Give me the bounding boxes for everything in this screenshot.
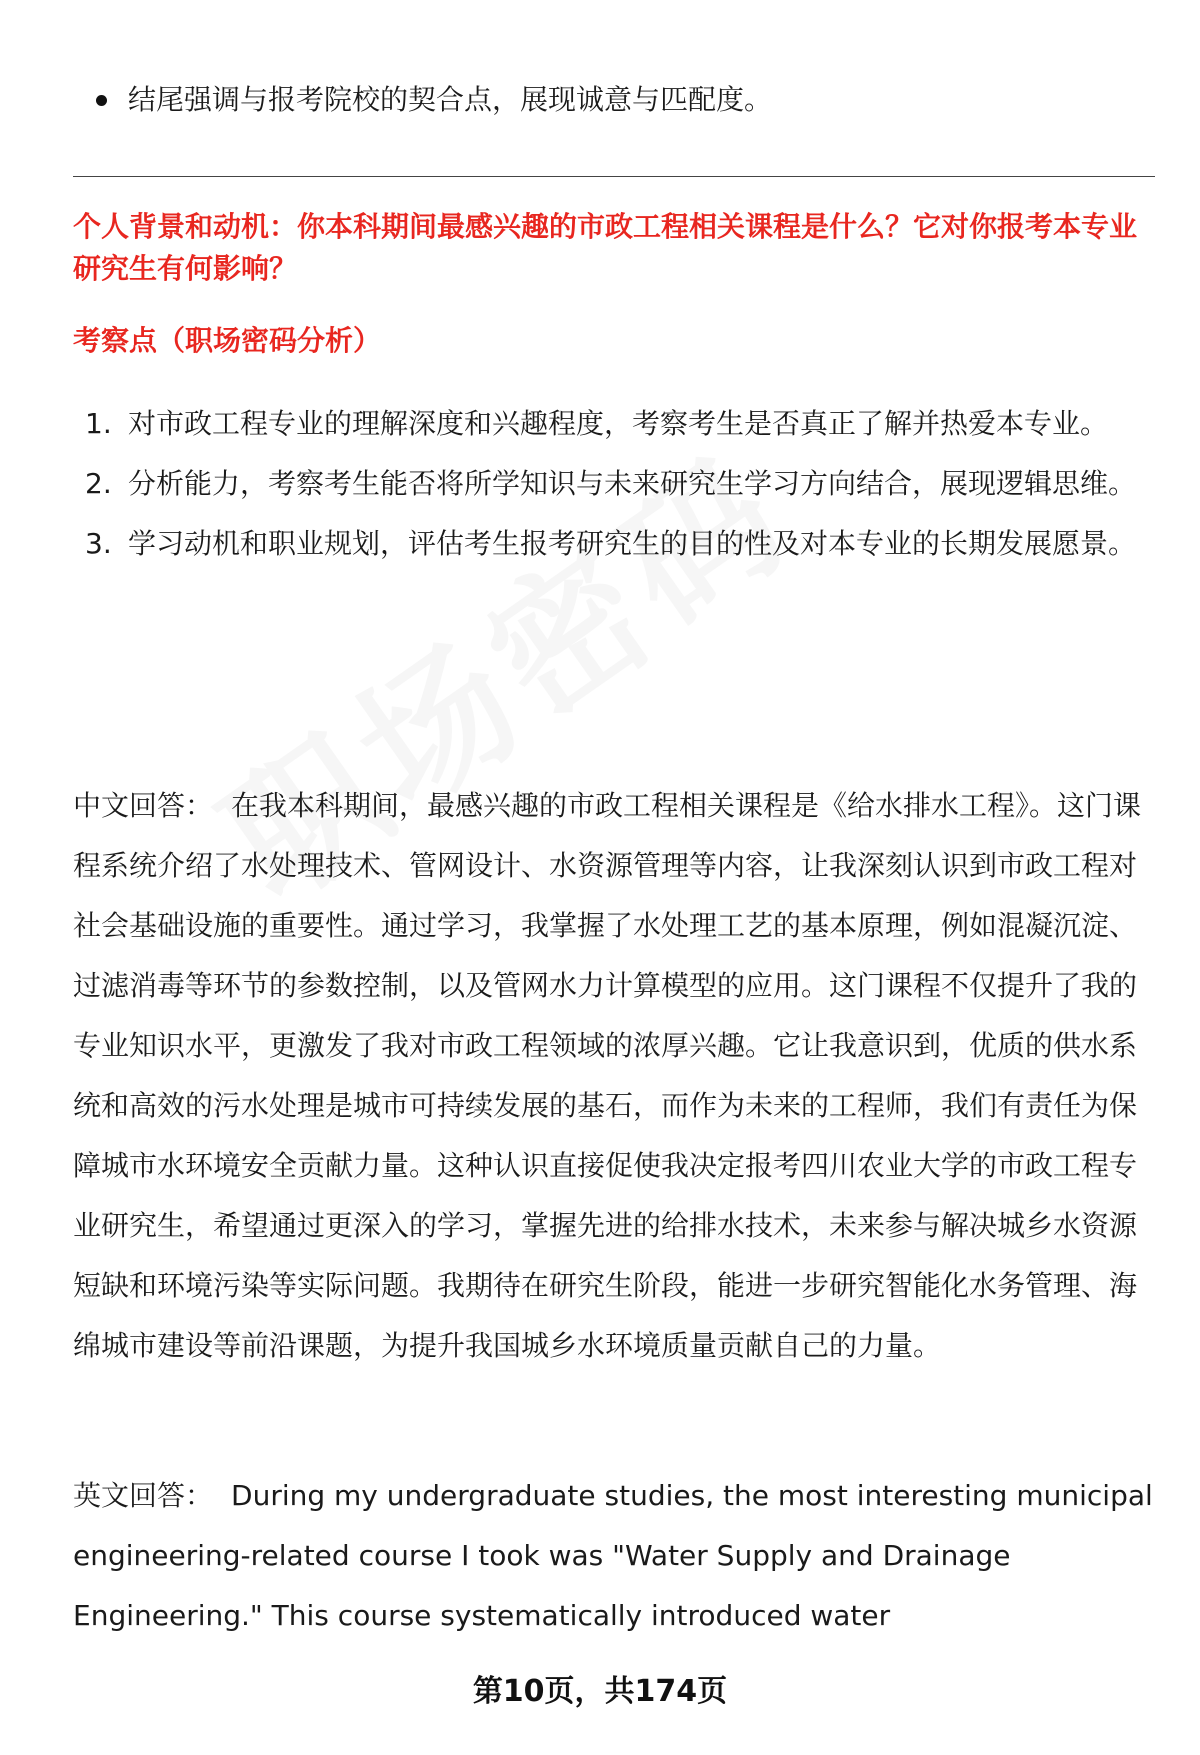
page-number: 第10页，共174页 [472, 1674, 728, 1709]
chinese-answer-text: 在我本科期间，最感兴趣的市政工程相关课程是《给水排水工程》。这门课程系统介绍了水处理技术、管网设计、水资源管理等内容，让我深刻认识到市政工程对社会基础设施的重要性。通过学习，我掌握了水处理工艺的基本原理，例如混凝沉淀、过滤消毒等环节的参数控制，以及管网水力计算模型的应用。这门课程不仅提升了我的专业知识水平，更激发了我对市政工程领域的浓厚兴趣。它让我意识到，优质的供水系统和高效的污水处理是城市可持续发展的基石，而作为未来的工程师，我们有责任为保障城市水环境安全贡献力量。这种认识直接促使我决定报考四川农业大学的市政工程专业研究生，希望通过更深入的学习，掌握先进的给排水技术，未来参与解决城乡水资源短缺和环境污染等实际问题。我期待在研究生阶段，能进一步研究智能化水务管理、海绵城市建设等前沿课题，为提升我国城乡水环境质量贡献自己的力量。 [73, 789, 1142, 1362]
list-number: 1. [85, 407, 112, 440]
bullet-list [96, 74, 1146, 126]
list-text: 分析能力，考察考生能否将所学知识与未来研究生学习方向结合，展现逻辑思维。 [128, 467, 1137, 500]
list-item [73, 514, 1153, 574]
list-item [73, 454, 1153, 514]
chinese-answer-label: 中文回答： [73, 789, 214, 822]
section-divider [73, 176, 1155, 177]
assessment-list [73, 394, 1153, 574]
list-text: 学习动机和职业规划，评估考生报考研究生的目的性及对本专业的长期发展愿景。 [128, 527, 1137, 560]
english-answer-label: 英文回答： [73, 1479, 214, 1512]
bullet-icon [96, 95, 107, 106]
list-item [96, 74, 1146, 126]
question-heading: 个人背景和动机：你本科期间最感兴趣的市政工程相关课程是什么？它对你报考本专业研究生有何影响？ [73, 210, 1138, 285]
list-text: 对市政工程专业的理解深度和兴趣程度，考察考生是否真正了解并热爱本专业。 [128, 407, 1109, 440]
list-item [73, 394, 1153, 454]
list-number: 2. [85, 467, 112, 500]
list-number: 3. [85, 527, 112, 560]
chinese-answer [73, 776, 1158, 1376]
english-answer-text: During my undergraduate studies, the most interesting municipal engineering-related course I took was "Water Supply and Drainage Engineering." This course systematically introduced water [73, 1479, 1153, 1632]
english-answer [73, 1466, 1158, 1646]
bullet-text: 结尾强调与报考院校的契合点，展现诚意与匹配度。 [128, 83, 773, 116]
assessment-title: 考察点（职场密码分析） [73, 324, 382, 357]
